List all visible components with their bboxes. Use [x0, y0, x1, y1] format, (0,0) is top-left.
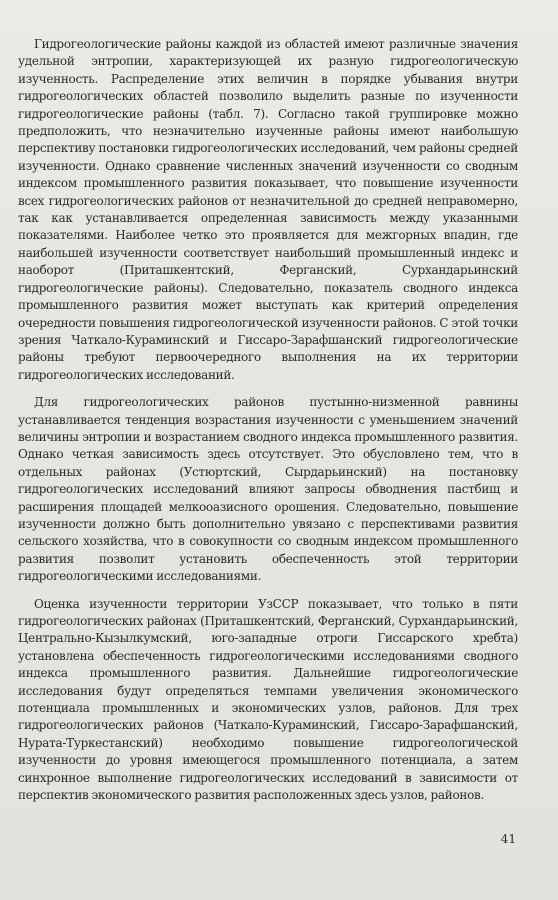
paragraph-2: Для гидрогеологических районов пустынно-низменной равнины устанавливается тенденция возрастания изученности с уменьшением значений величины энтропии и возрастанием сводного индекса промышленного развития. Однако четкая зависимость здесь отсутствует. Это обусловлено тем, что в отдельных районах (Устюртский, Сырдарьинский) на постановку гидрогеологических исследований влияют запросы обводнения пастбищ и расширения площадей мелкооазисного орошения. Следовательно, повышение изученности должно быть дополнительно увязано с перспективами развития сельского хозяйства, что в совокупности со сводным индексом промышленного развития позволит установить обеспеченность этой территории гидрогеологическими исследованиями. — [18, 395, 518, 584]
page-number: 41 — [500, 832, 516, 846]
paragraph-1: Гидрогеологические районы каждой из областей имеют различные значения удельной энтропии, характеризующей их разную гидрогеологическую изученность. Распределение этих величин в порядке убывания внутри гидрогеологических областей позволило выделить разные по изученности гидрогеологические районы (табл. 7). Согласно такой группировке можно предположить, что незначительно изученные районы имеют наибольшую перспективу постановки гидрогеологических исследований, чем районы средней изученности. Однако сравнение численных значений изученности со сводным индексом промышленного развития показывает, что повышение изученности всех гидрогеологических районов от незначительной до средней неправомерно, так как устанавливается определенная зависимость между указанными показателями. Наиболее четко это проявляется для межгорных впадин, где наибольшей изученности соответствует наибольший промышленный индекс и наоборот (Приташкентский, Ферганский, Сурхандарьинский гидрогеологические районы). Следовательно, показатель сводного индекса промышленного развития может выступать как критерий определения очередности повышения гидрогеологической изученности районов. С этой точки зрения Чаткало-Кураминский и Гиссаро-Зарафшанский гидрогеологические районы требуют первоочередного выполнения на их территории гидрогеологических исследований. — [18, 37, 518, 382]
body-text — [18, 36, 518, 814]
paragraph-3: Оценка изученности территории УзССР показывает, что только в пяти гидрогеологических районах (Приташкентский, Ферганский, Сурхандарьинский, Центрально-Кызылкумский, юго-западные отроги Гиссарского хребта) установлена обеспеченность гидрогеологическими исследованиями сводного индекса промышленного развития. Дальнейшие гидрогеологические исследования будут определяться темпами увеличения экономического потенциала промышленных и экономических узлов, районов. Для трех гидрогеологических районов (Чаткало-Кураминский, Гиссаро-Зарафшанский, Нурата-Туркестанский) необходимо повышение гидрогеологической изученности до уровня имеющегося промышленного потенциала, а затем синхронное выполнение гидрогеологических исследований в зависимости от перспектив экономического развития расположенных здесь узлов, районов. — [18, 596, 518, 803]
